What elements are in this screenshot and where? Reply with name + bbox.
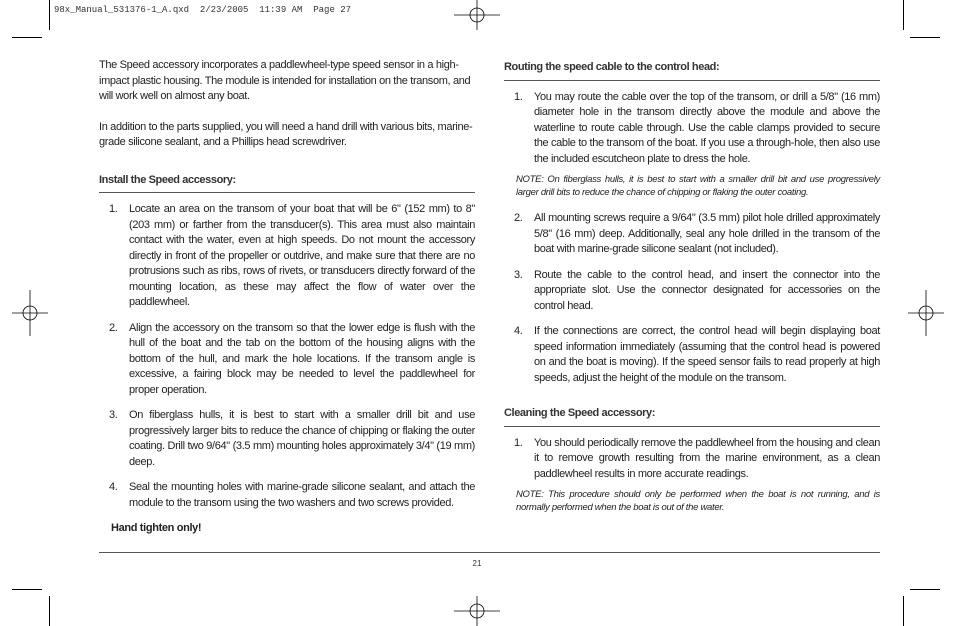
note-text — [516, 173, 880, 199]
step-text: On fiberglass hulls, it is best to start with a smaller drill bit and use progressively larger bits to reduce the chance of chipping or flaking the outer coating. Drill two 9/64" (3.5 mm) mounting holes approximately 3/4" (19 mm) deep. — [129, 409, 475, 468]
list-item — [504, 268, 880, 315]
step-text: Seal the mounting holes with marine-grade silicone sealant, and attach the module to the transom using the two washers and two screws provided. — [129, 481, 475, 509]
registration-mark-icon — [908, 290, 944, 336]
intro-paragraph: The Speed accessory incorporates a paddlewheel-type speed sensor in a high-impact plastic housing. The module is intended for installation on the transom, and will work well on almost any boat. — [99, 59, 471, 102]
section-heading: Routing the speed cable to the control head: — [504, 61, 720, 73]
step-number: 4. — [514, 325, 523, 337]
step-number: 2. — [514, 212, 523, 224]
section-heading: Install the Speed accessory: — [99, 173, 236, 186]
list-item — [504, 436, 880, 483]
list-item — [504, 211, 880, 258]
crop-mark — [903, 0, 904, 30]
note-body: : On fiberglass hulls, it is best to start with a smaller drill bit and use progressively larger drill bits to reduce the chance of chipping or flaking the outer coating. — [516, 174, 880, 198]
crop-mark — [12, 37, 42, 38]
step-number: 4. — [109, 481, 118, 493]
crop-mark — [910, 589, 940, 590]
registration-mark-icon — [12, 290, 48, 336]
heading-rule — [504, 80, 880, 81]
step-text: All mounting screws require a 9/64" (3.5 mm) pilot hole drilled approximately 5/8" (16 mm) deep. Additionally, seal any hole drilled in the transom of the boat with marine-grade silicone sealant (not included). — [534, 212, 880, 255]
note-body: : This procedure should only be performed when the boat is not running, and is normally performed when the boat is out of the water. — [516, 489, 880, 513]
hand-tighten-warning: Hand tighten only! — [111, 522, 202, 534]
footer-rule — [99, 552, 880, 553]
list-item — [504, 324, 880, 386]
left-column — [99, 58, 475, 537]
intro-paragraph: In addition to the parts supplied, you will need a hand drill with various bits, marine-grade silicone sealant, and a Phillips head screwdriver. — [99, 120, 473, 148]
list-item — [99, 408, 475, 470]
crop-mark — [903, 596, 904, 626]
step-text: Locate an area on the transom of your boat that will be 6" (152 mm) to 8" (203 mm) or farther from the transducer(s). This area must also maintain contact with the water, even at high speeds. Do not mount the accessory directly in front of the propeller or outdrive, and make sure that there are no protrusions such as ribs, rows of rivets, or transducers directly forward of the mounting location, as these may affect the flow of water over the paddlewheel. — [129, 203, 475, 308]
file-slug: 98x_Manual_531376-1_A.qxd 2/23/2005 11:39 AM Page 27 — [54, 5, 352, 15]
step-text: Align the accessory on the transom so that the lower edge is flush with the hull of the boat and the tab on the bottom of the housing aligns with the bottom of the hull, and mark the hole locations. If the transom angle is excessive, a fairing block may be needed to level the paddlewheel for proper operation. — [129, 321, 475, 396]
heading-rule — [504, 426, 880, 427]
step-number: 2. — [109, 321, 118, 334]
crop-mark — [49, 596, 50, 626]
right-column — [504, 60, 880, 526]
step-text: Route the cable to the control head, and insert the connector into the appropriate slot. Use the connector designated for accessories on the control head. — [534, 268, 880, 312]
step-text: You may route the cable over the top of the transom, or drill a 5/8" (16 mm) diameter hole in the transom directly above the module and above the waterline to route cable through. Use the cable clamps provided to secure the cable to the transom of the boat. If you use a through-hole, then also use the included escutcheon plate to dress the hole. — [534, 90, 880, 165]
registration-mark-icon — [454, 0, 500, 30]
step-number: 1. — [514, 90, 523, 103]
step-text: If the connections are correct, the control head will begin displaying boat speed information immediately (assuming that the control head is powered on and the boat is moving). If the speed sensor fails to read properly at high speeds, adjust the height of the module on the transom. — [534, 325, 880, 384]
note-label: NOTE — [516, 174, 542, 185]
step-number: 3. — [514, 268, 523, 281]
registration-mark-icon — [454, 596, 500, 626]
step-number: 3. — [109, 409, 118, 421]
crop-mark — [910, 37, 940, 38]
heading-rule — [99, 192, 475, 193]
page-number: 21 — [472, 559, 482, 568]
crop-mark — [49, 0, 50, 30]
section-heading: Cleaning the Speed accessory: — [504, 407, 656, 419]
step-text: You should periodically remove the paddlewheel from the housing and clean it to remove growth resulting from the marine environment, as a clean paddlewheel results in more accurate readings. — [534, 436, 880, 480]
step-number: 1. — [514, 436, 523, 449]
list-item — [504, 90, 880, 168]
crop-mark — [12, 589, 42, 590]
list-item — [99, 202, 475, 311]
list-item — [99, 321, 475, 399]
list-item — [99, 480, 475, 511]
step-number: 1. — [109, 203, 118, 215]
note-text — [516, 488, 880, 514]
note-label: NOTE — [516, 489, 542, 500]
